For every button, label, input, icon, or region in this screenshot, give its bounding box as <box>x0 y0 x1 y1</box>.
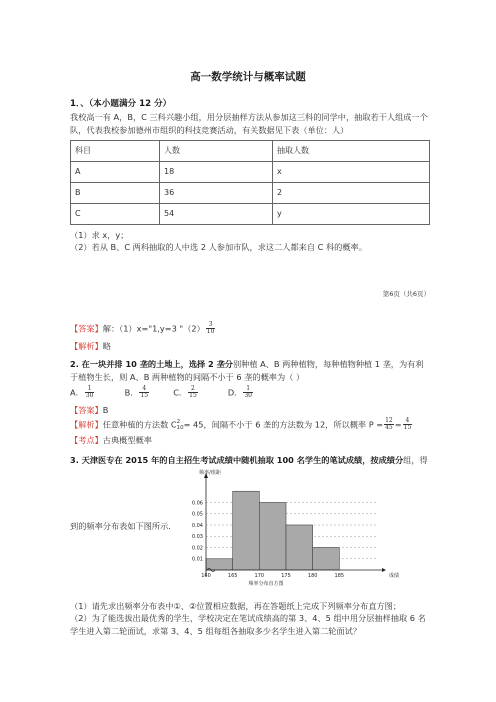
topic-text: 古典概型概率 <box>102 435 152 445</box>
question-2-stem <box>70 358 430 383</box>
table-cell: y <box>273 204 430 225</box>
x-tick-label: 180 <box>307 573 318 579</box>
y-tick-label: 0.01 <box>191 556 203 563</box>
table-row <box>71 204 430 225</box>
answer-fraction: $\frac{3}{10}$ <box>206 321 215 336</box>
probability-fraction-simplified: $\frac{4}{15}$ <box>403 417 412 432</box>
table-cell: 54 <box>160 204 273 225</box>
table-header: 人数 <box>160 141 273 162</box>
y-tick-label: 0.04 <box>191 522 203 529</box>
combination-indices: 2 10 <box>176 418 184 431</box>
question-2-options <box>70 386 430 400</box>
question-2-stem-bold: 2. 在一块并排 10 垄的土地上，选择 2 垄分 <box>70 359 233 369</box>
option-d: D． $\frac{1}{30}$ <box>227 385 252 400</box>
y-tick-label: 0.02 <box>191 545 203 552</box>
table-row <box>71 183 430 204</box>
table-cell: C <box>71 204 160 225</box>
question-1-description: 我校高一有 A，B，C 三科兴趣小组，用分层抽样方法从参加这三科的同学中，抽取若干人组成一个队，代表我校参加德州市组织的科技竞赛活动，有关数据见下表（单位：人） <box>70 112 428 135</box>
question-3-part-1: （1）请先求出频率分布表中①、②位置相应数据，再在答题纸上完成下列频率分布直方图； <box>70 601 402 611</box>
x-tick-label: 160 <box>201 573 211 579</box>
data-table <box>70 140 430 225</box>
table-cell: 2 <box>273 183 430 204</box>
answer-text: B <box>102 405 109 415</box>
question-1-analysis <box>70 340 430 353</box>
probability-fraction: $\frac{12}{45}$ <box>385 417 393 432</box>
histogram-bar <box>286 525 313 570</box>
histogram-bar <box>259 503 286 571</box>
question-2-stem-rest: 别种植 A、B 两种植物，每种植物种植 1 垄，为有利于植物生长，则 A、B 两种植物的间隔不小于 6 垄的概率为（ ） <box>70 359 424 382</box>
question-3-stem-bold: 3. 天津医专在 2015 年的自主招生考试成绩中随机抽取 100 名学生的笔试成绩，按成绩分 <box>70 455 404 465</box>
analysis-tag: 【解析】 <box>70 341 103 351</box>
x-tick-label: 175 <box>281 573 291 579</box>
x-tick-label: 170 <box>254 573 265 579</box>
y-axis-label: 频率/组距 <box>199 470 221 476</box>
page-number: 第6页（共6页） <box>382 290 430 298</box>
table-cell: x <box>273 162 430 183</box>
topic-tag: 【考点】 <box>70 435 103 445</box>
table-header-row <box>71 141 430 162</box>
y-tick-label: 0.03 <box>191 534 203 541</box>
table-cell: 18 <box>160 162 273 183</box>
analysis-tag: 【解析】 <box>70 419 103 430</box>
histogram-bar <box>233 491 260 570</box>
option-c: C． $\frac{2}{15}$ <box>173 385 197 400</box>
question-1-answer <box>70 322 430 336</box>
table-row <box>71 162 430 183</box>
answer-tag: 【答案】 <box>70 405 103 415</box>
table-cell: B <box>71 183 160 204</box>
answer-text: 解：（1）x="1,y=3 "（2） <box>102 323 205 334</box>
histogram-bar <box>206 559 233 570</box>
x-axis-arrow <box>382 568 386 572</box>
question-1-part-1: （1）求 x，y； <box>70 230 129 240</box>
table-cell: 36 <box>160 183 273 204</box>
y-tick-label: 0.06 <box>191 500 203 507</box>
question-3-part-2: （2）为了能选拔出最优秀的学生，学校决定在笔试成绩高的第 3、4、5 组中用分层抽样抽取 6 名学生进入第二轮面试，求第 3、4、5 组每组各抽取多少名学生进入第二轮面试？ <box>70 613 426 636</box>
question-3-stem-line-2: 到的频率分布表如下图所示. <box>70 521 171 531</box>
table-header: 科目 <box>71 141 160 162</box>
x-tick-label: 165 <box>227 573 238 579</box>
y-tick-label: 0.05 <box>191 511 203 518</box>
analysis-text: 略 <box>102 341 111 351</box>
option-b: B． $\frac{4}{15}$ <box>124 385 149 400</box>
histogram-bar <box>313 548 340 571</box>
table-header: 抽取人数 <box>273 141 430 162</box>
x-axis-caption: 频率分布直方图 <box>248 581 284 587</box>
question-2-analysis: 【解析】任意种植的方法数 C 2 10 = 45，间隔不小于 6 垄的方法数为 12，所以概率 P = $\frac{12}{45}$ = $\frac{4}{15}$ <box>70 417 412 432</box>
question-1-part-2: （2）若从 B、C 两科抽取的人中选 2 人参加市队，求这二人都来自 C 科的概率。 <box>70 242 367 252</box>
table-cell: A <box>71 162 160 183</box>
question-3-stem-rest: 组，得 <box>403 455 428 465</box>
page-title: 高一数学统计与概率试题 <box>190 71 306 83</box>
question-2-topic <box>70 434 430 447</box>
frequency-histogram <box>180 462 430 587</box>
x-tick-label: 185 <box>334 573 345 579</box>
x-axis-end-label: 成绩 <box>388 573 400 579</box>
question-1-heading: 1．、（本小题满分 12 分） <box>70 99 172 109</box>
question-2-answer <box>70 404 430 417</box>
answer-tag: 【答案】 <box>70 323 103 334</box>
option-a: A． $\frac{1}{30}$ <box>70 385 94 400</box>
